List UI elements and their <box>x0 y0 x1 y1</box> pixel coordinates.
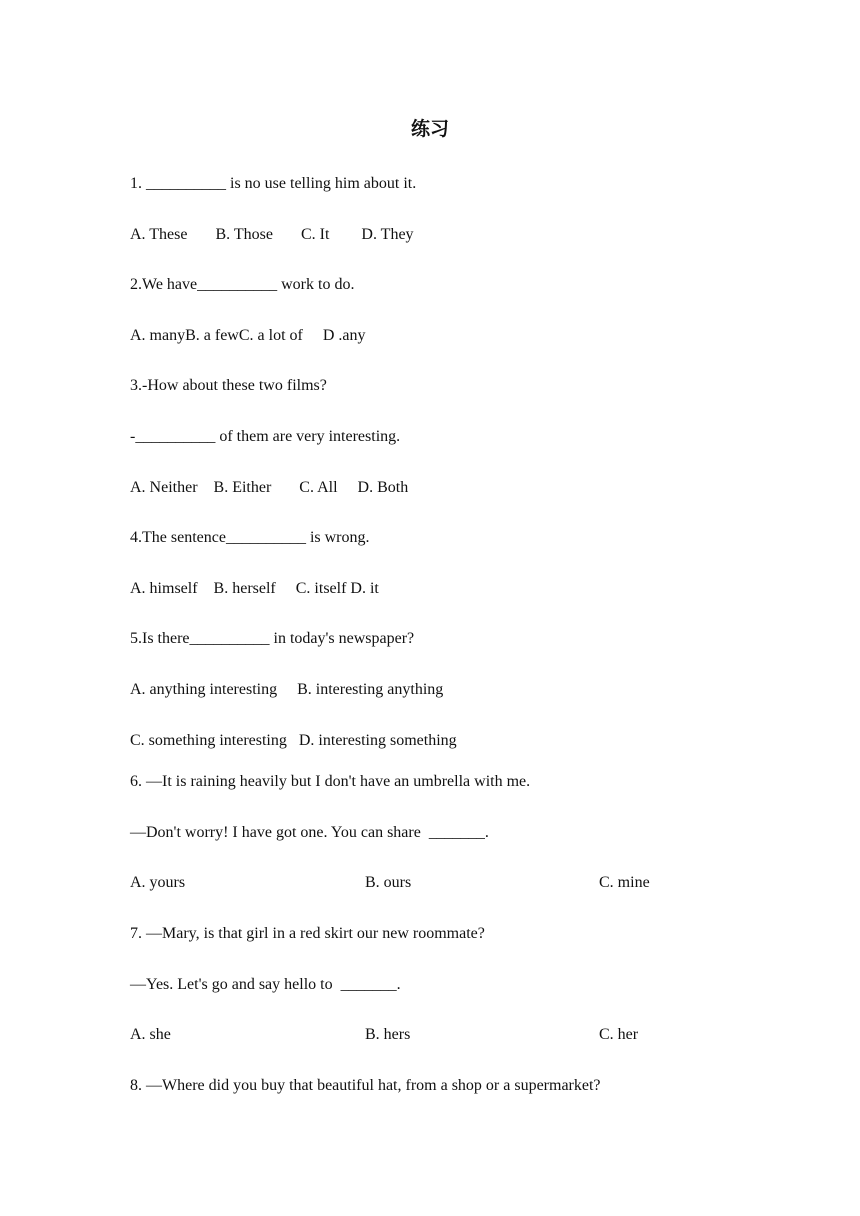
question-7-reply: —Yes. Let's go and say hello to _______. <box>130 976 401 993</box>
question-8: 8. —Where did you buy that beautiful hat, from a shop or a supermarket? <box>130 1077 601 1094</box>
question-1-options: A. These B. Those C. It D. They <box>130 226 414 243</box>
question-3-options: A. Neither B. Either C. All D. Both <box>130 479 409 496</box>
question-5-options-cd: C. something interesting D. interesting something <box>130 732 457 749</box>
question-2: 2.We have__________ work to do. <box>130 276 355 293</box>
question-6-option-b: B. ours <box>365 874 412 891</box>
question-5-options-ab: A. anything interesting B. interesting anything <box>130 681 444 698</box>
question-6-option-c: C. mine <box>599 874 650 891</box>
page-title: 练习 <box>410 118 449 140</box>
question-7-option-c: C. her <box>599 1026 639 1043</box>
question-6-reply: —Don't worry! I have got one. You can share _______. <box>130 824 489 841</box>
question-3: 3.-How about these two films? <box>130 377 327 394</box>
question-4-options: A. himself B. herself C. itself D. it <box>130 580 379 597</box>
question-3-reply: -__________ of them are very interesting. <box>130 428 401 445</box>
question-1: 1. __________ is no use telling him about it. <box>130 175 417 192</box>
question-7-option-b: B. hers <box>365 1026 411 1043</box>
question-5: 5.Is there__________ in today's newspaper? <box>130 630 415 647</box>
question-6-option-a: A. yours <box>130 874 186 891</box>
question-7-option-a: A. she <box>130 1026 171 1043</box>
question-4: 4.The sentence__________ is wrong. <box>130 529 370 546</box>
question-7: 7. —Mary, is that girl in a red skirt our new roommate? <box>130 925 485 942</box>
question-2-options: A. manyB. a fewC. a lot of D .any <box>130 327 366 344</box>
question-6: 6. —It is raining heavily but I don't have an umbrella with me. <box>130 773 531 790</box>
